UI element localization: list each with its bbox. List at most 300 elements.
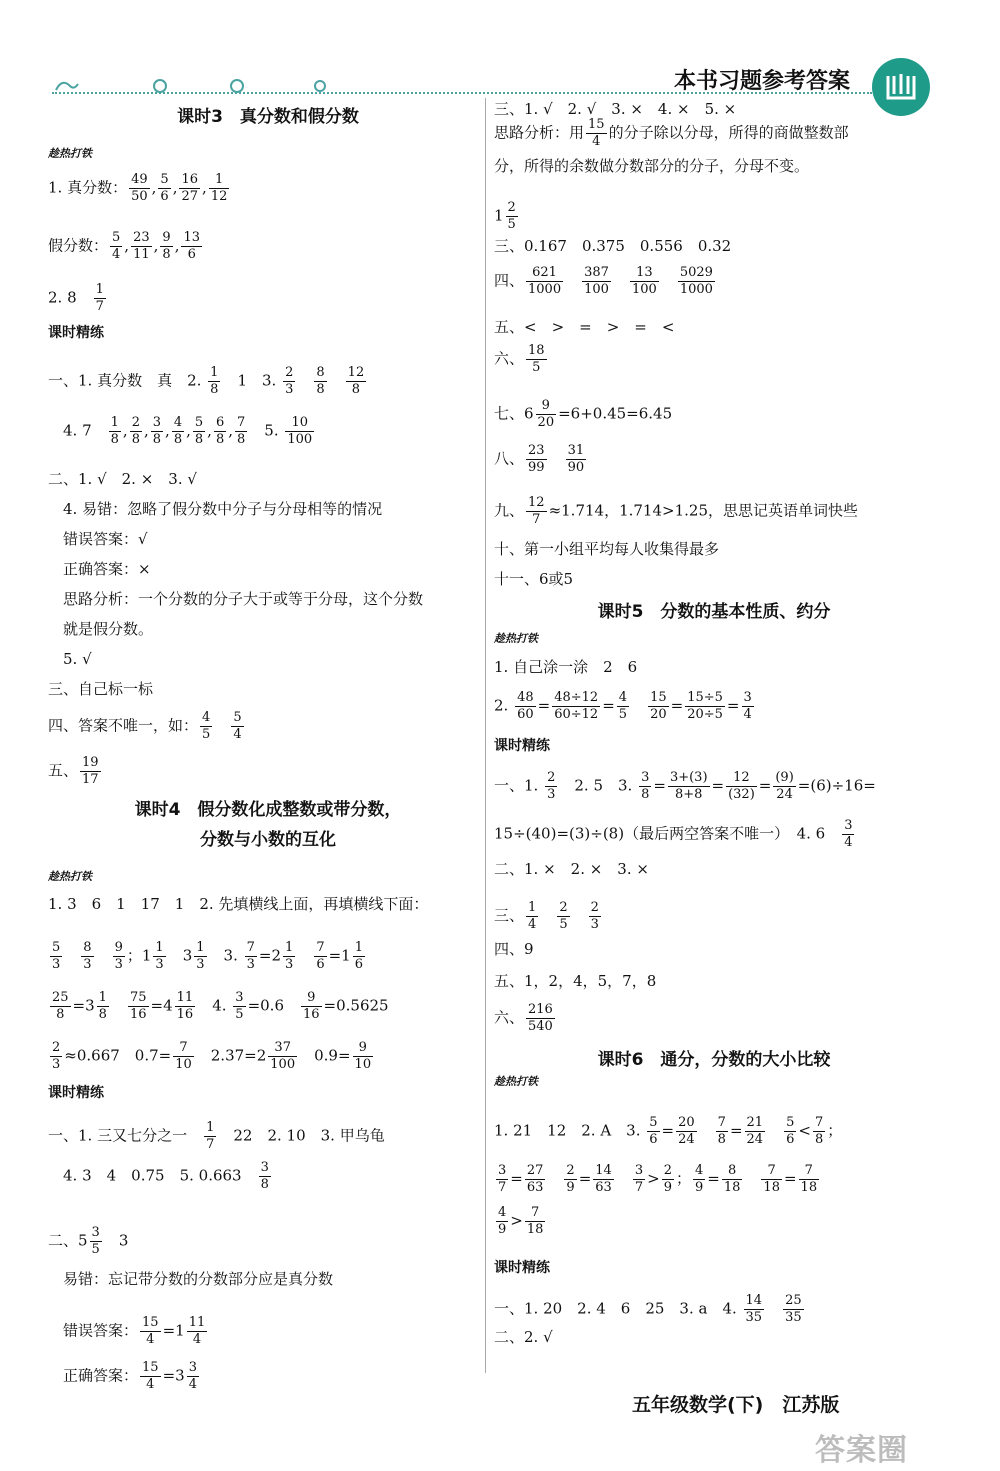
answer-text [631,697,646,715]
denominator: 3 [246,957,255,972]
answer-line [494,237,731,255]
denominator: 9 [498,1222,507,1237]
numerator: 2 [547,770,556,785]
denominator: 6 [160,189,169,204]
answer-text: 1. 3 6 1 17 1 2. 先填横线上面，再填横线下面： [48,895,429,913]
answer-text: , [165,421,170,440]
denominator: 7 [532,512,541,527]
section-label: 课时精练 [48,1085,104,1101]
answer-line [494,770,876,803]
denominator: 9 [566,1180,575,1195]
answer-line [494,200,520,233]
answer-text [767,1122,782,1140]
answer-text [613,272,628,290]
answer-text: , [174,236,180,255]
fraction [283,940,295,973]
fraction [50,1040,62,1073]
numerator: 8 [83,940,92,955]
answer-text [549,450,564,468]
denominator: 16 [129,1007,147,1022]
numerator: 2 [559,900,568,915]
denominator: 3 [83,957,92,972]
answer-text: 4. 易错：忽略了假分数中分子与分母相等的情况 [48,500,383,518]
fraction [593,1163,614,1196]
denominator: 4 [592,134,601,149]
numerator: 5 [786,1115,795,1130]
numerator: 5 [160,172,169,187]
fraction [536,398,557,431]
numerator: 10 [285,415,314,432]
answer-text: 一、1. 真分数 真 2. [48,371,207,390]
fraction [90,1225,102,1258]
denominator: 4 [844,835,853,850]
answer-text: = [726,696,740,715]
answer-line [494,495,858,528]
numerator: 15÷5 [687,690,723,705]
answer-text: = [537,696,551,715]
answer-line [48,1160,273,1193]
fraction [784,1115,796,1148]
denominator: 1000 [679,282,713,297]
fraction [208,365,220,398]
answer-text [111,997,126,1015]
fraction [245,940,257,973]
numerator: 1 [98,990,107,1005]
answer-line [494,690,756,723]
footer-text: 五年级数学(下) 江苏版 [632,1394,840,1416]
answer-line [494,570,573,588]
fraction [813,1115,825,1148]
fraction [742,690,754,723]
answer-text: = [661,1121,675,1140]
answer-line [494,443,588,476]
answer-text: 五、 [48,761,79,780]
denominator: 8 [260,1177,269,1192]
fraction [678,265,715,298]
numerator: 5 [233,710,242,725]
numerator: 2 [285,365,294,380]
fraction [158,172,170,205]
denominator: 3 [590,917,599,932]
numerator: 49 [131,172,148,187]
answer-text: 就是假分数。 [48,620,154,638]
denominator: 3 [285,382,294,397]
denominator: 10 [354,1057,372,1072]
denominator: 3 [52,957,61,972]
fraction [285,415,314,448]
fraction [552,690,600,723]
denominator: 5 [559,917,568,932]
fraction [773,770,795,803]
fraction [582,265,611,298]
denominator: 100 [270,1057,296,1072]
denominator: 18 [526,1222,544,1237]
numerator: 1 [285,940,294,955]
fraction [589,900,601,933]
answer-text: 3 [167,946,193,965]
answer-text: , [122,421,128,440]
denominator: 24 [678,1132,695,1147]
fraction [676,1115,697,1148]
answer-line [494,540,719,558]
numerator: 3 [641,770,650,785]
numerator: 12 [347,365,365,380]
denominator: 50 [131,189,148,204]
answer-text: 2. [494,696,514,715]
fraction [630,265,659,298]
denominator: 8 [173,432,183,447]
answer-text: =0.5625 [323,996,389,1015]
fraction [129,172,150,205]
denominator: 5 [202,727,211,742]
fraction [842,818,854,851]
answer-text: ； [827,1121,843,1140]
answer-text [297,947,312,965]
fraction [94,282,106,315]
answer-text: 一、1. 20 2. 4 6 25 3. a 4. [494,1299,742,1318]
numerator: 7 [237,415,246,430]
fraction [525,1205,546,1238]
answer-text [297,372,312,390]
fraction [526,495,547,528]
fraction [744,1293,765,1326]
answer-line [48,620,153,638]
lesson-heading: 分数与小数的互化 [200,830,336,850]
answer-text: 四、9 [494,940,534,958]
numerator: 7 [173,1040,194,1057]
fraction [545,770,557,803]
numerator: 9 [114,940,123,955]
answer-text: 六、 [494,1008,525,1027]
answer-line [48,1040,375,1073]
fraction [633,1163,645,1196]
answer-text [572,907,587,925]
numerator: 1 [354,940,364,955]
answer-text: 五、1，2，4，5，7，8 [494,972,657,990]
denominator: 27 [181,189,199,204]
fraction [301,990,322,1023]
numerator: 11 [188,1315,206,1330]
fraction [314,365,326,398]
fraction [647,1115,659,1148]
denominator: 100 [584,282,609,297]
denominator: 20 [537,415,555,430]
denominator: 60 [517,707,534,722]
numerator: 2 [566,1163,575,1178]
answer-text: , [124,236,130,255]
numerator: 20 [678,1115,695,1130]
numerator: 75 [129,990,147,1005]
fraction [113,940,125,973]
denominator: 17 [82,772,99,787]
fraction [50,990,71,1023]
answer-text: 三、自己标一标 [48,680,154,698]
denominator: 4 [112,247,121,262]
answer-text: 正确答案： [48,1366,139,1385]
answer-line [494,117,849,150]
answer-text: =1 [328,946,351,965]
answer-line [494,1205,547,1238]
answer-line [48,530,148,548]
numerator: 16 [181,172,199,187]
denominator: 5 [532,360,541,375]
fraction [525,1163,546,1196]
answer-line [48,990,389,1023]
answer-line [48,560,151,578]
denominator: 4 [528,917,537,932]
numerator: 5 [112,230,121,245]
fraction [526,900,538,933]
numerator: 27 [526,1163,544,1178]
denominator: 4 [188,1377,197,1392]
numerator: 14 [745,1293,763,1308]
fraction [209,172,230,205]
answer-text: 的分子除以分母，所得的商做整数部 [608,123,849,142]
numerator: 15 [588,117,605,132]
answer-text: = [758,776,772,795]
answer-text: 七、6 [494,404,534,423]
answer-text [565,272,580,290]
denominator: 8 [316,382,325,397]
answer-text: 思路分析：用 [494,123,585,142]
denominator: 63 [526,1180,544,1195]
answer-line [48,590,423,608]
denominator: 6 [786,1132,795,1147]
fraction [685,690,725,723]
answer-text: =1 [162,1321,185,1340]
answer-text: 2. 5 3. [559,776,638,795]
answer-text [766,1300,781,1318]
numerator: 37 [268,1040,297,1057]
denominator: 3 [196,957,205,972]
fraction [109,415,121,448]
section-label: 课时精练 [48,325,104,341]
numerator: 3 [743,690,752,705]
answer-line [48,415,316,448]
page-header [0,0,1000,110]
answer-text: 22 2. 10 3. 甲乌龟 [218,1126,385,1145]
denominator: 8 [215,432,225,447]
fraction [648,690,669,723]
numerator: 7 [525,1205,546,1222]
answer-text: 二、5 [48,1231,88,1250]
numerator: 48 [517,690,534,705]
denominator: 9 [695,1180,704,1195]
numerator: 4 [173,415,183,430]
denominator: 3 [114,957,123,972]
fraction [160,230,172,263]
denominator: 18 [763,1180,780,1195]
answer-text: 3. [208,946,243,965]
answer-line [48,1225,128,1258]
numerator: 387 [584,265,609,280]
fraction [172,415,184,448]
fraction [268,1040,297,1073]
denominator: 60÷12 [554,707,599,722]
answer-text: 四、 [494,271,525,290]
answer-text: 二、2. √ [494,1328,553,1346]
numerator: 4 [498,1205,507,1220]
answer-line [48,895,428,913]
fraction [80,755,101,788]
answer-text: 错误答案：√ [48,530,148,548]
numerator: 2 [131,415,140,430]
denominator: 35 [785,1310,802,1325]
answer-text: 四、答案不唯一，如： [48,716,199,735]
denominator: 3 [52,1057,61,1072]
fraction [515,690,536,723]
fraction [496,1163,508,1196]
answer-line [494,265,717,298]
denominator: 8 [131,432,140,447]
numerator: 13 [630,265,659,282]
numerator: 2 [663,1163,672,1178]
numerator: 5029 [679,265,713,280]
fraction [130,415,142,448]
denominator: 8 [210,382,219,397]
section-subtitle: 趁热打铁 [494,1075,538,1088]
fraction [586,117,607,150]
denominator: 16 [303,1007,320,1022]
denominator: 4 [743,707,752,722]
fraction [716,1115,728,1148]
answer-text [329,372,344,390]
denominator: 8 [152,432,162,447]
answer-text: 4. 3 4 0.75 5. 0.663 [48,1166,257,1185]
answer-text: 4. 7 [48,421,107,440]
numerator: 2 [52,1040,61,1055]
answer-text: , [207,421,212,440]
numerator: 8 [316,365,325,380]
numerator: 4 [618,690,628,705]
denominator: 10 [175,1057,192,1072]
answer-line [48,650,92,668]
section-subtitle: 趁热打铁 [494,632,538,645]
fraction [110,230,122,263]
lesson-heading: 课时4 假分数化成整数或带分数， [134,800,402,820]
answer-text: = [602,696,615,715]
section-label: 课时精练 [494,738,550,754]
answer-text: =3 [72,996,95,1015]
answer-line [494,940,534,958]
fraction [81,940,93,973]
answer-text: 分，所得的余数做分数部分的分子，分母不变。 [494,157,810,175]
fraction [526,1002,555,1035]
answer-line [494,318,674,336]
numerator: 1 [95,282,104,297]
fraction [194,940,206,973]
denominator: 4 [192,1332,202,1347]
numerator: 19 [82,755,99,770]
fraction [140,1315,161,1348]
numerator: 216 [528,1002,553,1017]
answer-text: 1 3. [222,371,282,390]
answer-line [494,1002,557,1035]
answer-line [494,860,649,878]
fraction [187,1315,208,1348]
numerator: 3+(3) [669,770,708,785]
answer-text: ≈0.667 0.7= [64,1046,172,1065]
numerator: 5 [52,940,61,955]
answer-text: = [711,776,725,795]
fraction [200,710,212,743]
fraction [557,900,569,933]
answer-text: 1. 自己涂一涂 2 6 [494,658,638,676]
fraction [173,1040,194,1073]
answer-text: = [783,1169,797,1188]
answer-line [48,1120,385,1153]
fraction [235,415,247,448]
answer-line [48,1360,201,1393]
answer-text [64,947,79,965]
answer-line [494,1163,821,1196]
numerator: 1 [210,365,219,380]
answer-text: < [798,1121,811,1140]
answer-text [214,717,229,735]
numerator: 5 [649,1115,658,1130]
header-title: 本书习题参考答案 [673,69,850,94]
denominator: 1000 [528,282,562,297]
section-subtitle: 趁热打铁 [48,147,92,160]
denominator: 8 [237,432,246,447]
denominator: 9 [663,1180,672,1195]
numerator: 12 [726,770,757,787]
numerator: 9 [536,398,557,415]
numerator: 25 [785,1293,802,1308]
denominator: 6 [316,957,325,972]
answer-line [48,940,367,973]
answer-text: ； [675,1169,691,1188]
denominator: 6 [649,1132,658,1147]
denominator: 6 [354,957,364,972]
numerator: 2 [590,900,599,915]
numerator: 1 [209,172,230,189]
denominator: 12 [210,189,228,204]
denominator: 8 [717,1132,726,1147]
numerator: 14 [595,1163,612,1178]
denominator: 3 [155,957,164,972]
answer-text: = [510,1169,523,1188]
answer-text: 一、1. [494,776,544,795]
numerator: 5 [194,415,204,430]
numerator: 8 [722,1163,743,1180]
fraction [181,230,202,263]
numerator: 4 [202,710,211,725]
numerator: 1 [528,900,537,915]
numerator: 3 [235,990,244,1005]
denominator: 18 [723,1180,741,1195]
answer-line [494,900,603,933]
answer-line [48,710,246,743]
fraction [231,710,243,743]
fraction [233,990,245,1023]
numerator: 25 [52,990,69,1005]
answer-line [48,680,153,698]
numerator: 3 [498,1163,507,1178]
section-label: 课时精练 [494,1260,550,1276]
answer-text [616,1170,631,1188]
fraction [187,1360,199,1393]
section-subtitle: 趁热打铁 [48,870,92,883]
fraction [726,770,757,803]
numerator: 18 [528,343,545,358]
answer-text: 五、< > = > = < [494,318,675,336]
answer-text: , [228,421,233,440]
fraction [346,365,367,398]
numerator: 3 [91,1225,100,1240]
answer-text [744,1170,759,1188]
answer-text: 15÷(40)=(3)÷(8)（最后两空答案不唯一） 4. 6 [494,824,841,843]
